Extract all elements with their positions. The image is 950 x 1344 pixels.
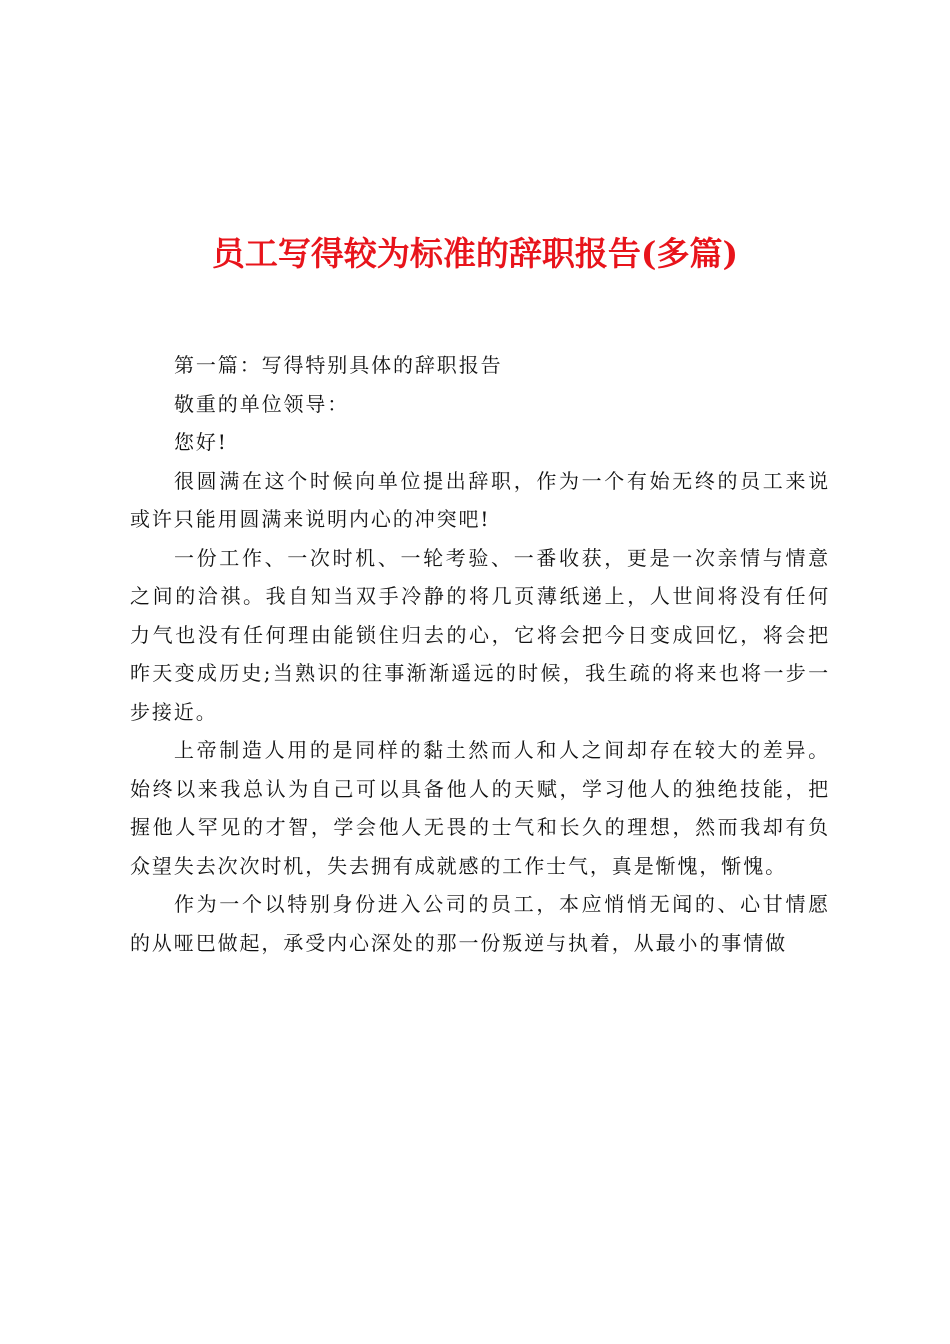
paragraph-salutation: 敬重的单位领导： <box>174 391 350 416</box>
document-title: 员工写得较为标准的辞职报告(多篇) <box>211 234 739 274</box>
paragraph: 上帝制造人用的是同样的黏土然而人和人之间却存在较大的差异。始终以来我总认为自己可以具备他人的天赋，学习他人的独绝技能，把握他人罕见的才智，学会他人无畏的士气和长久的理想，然而我却有负众望失去次次时机，失去拥有成就感的工作士气，真是惭愧，惭愧。 <box>130 738 830 878</box>
paragraph: 一份工作、一次时机、一轮考验、一番收获，更是一次亲情与情意之间的洽祺。我自知当双手冷静的将几页薄纸递上，人世间将没有任何力气也没有任何理由能锁住归去的心，它将会把今日变成回忆，将会把昨天变成历史;当熟识的往事渐渐遥远的时候，我生疏的将来也将一步一步接近。 <box>130 545 830 724</box>
paragraph: 作为一个以特别身份进入公司的员工，本应悄悄无闻的、心甘情愿的从哑巴做起，承受内心深处的那一份叛逆与执着，从最小的事情做 <box>130 892 830 955</box>
paragraph: 很圆满在这个时候向单位提出辞职，作为一个有始无终的员工来说或许只能用圆满来说明内心的冲突吧! <box>130 468 830 531</box>
document-body <box>130 346 830 962</box>
paragraph-heading: 第一篇：写得特别具体的辞职报告 <box>174 353 503 377</box>
paragraph-greeting: 您好! <box>174 430 228 454</box>
